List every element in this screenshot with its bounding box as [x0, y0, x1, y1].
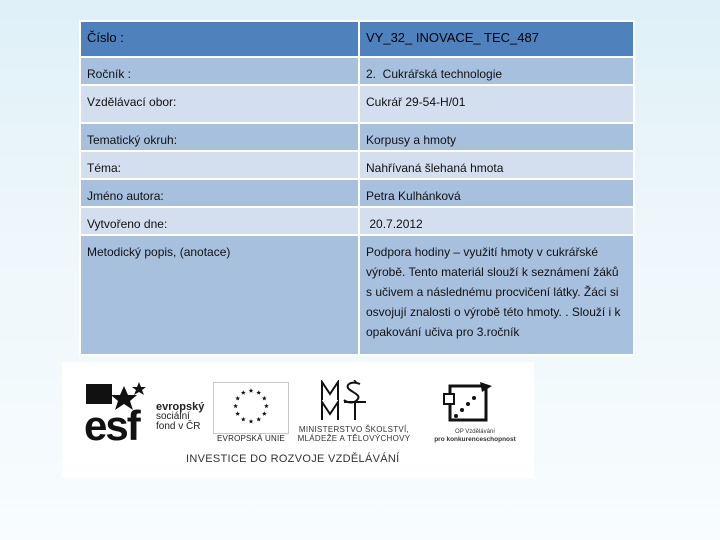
row-label: Vytvořeno dne: — [80, 207, 359, 235]
row-label: Téma: — [80, 151, 359, 179]
eu-logo — [213, 382, 289, 444]
row-value: 20.7.2012 — [359, 207, 634, 235]
eu-star-icon — [264, 404, 269, 409]
tagline: INVESTICE DO ROZVOJE VZDĚLÁVÁNÍ — [186, 453, 400, 465]
table-row — [80, 57, 634, 85]
eu-star-icon — [241, 417, 246, 422]
table-row — [80, 151, 634, 179]
eu-star-icon — [235, 396, 240, 401]
row-label: Vzdělávací obor: — [80, 85, 359, 123]
eu-star-icon — [241, 390, 246, 395]
eu-star-icon — [249, 388, 254, 393]
table-row — [80, 123, 634, 151]
row-value: 2. Cukrářská technologie — [359, 57, 634, 85]
eu-star-icon — [262, 411, 267, 416]
msmt-logo — [292, 380, 416, 448]
eu-label: EVROPSKÁ UNIE — [217, 434, 285, 443]
table-row — [80, 235, 634, 355]
row-value: Nahřívaná šlehaná hmota — [359, 151, 634, 179]
row-value: Petra Kulhánková — [359, 179, 634, 207]
table-row — [80, 207, 634, 235]
eu-star-icon — [233, 404, 238, 409]
eu-flag-icon — [213, 382, 289, 434]
msmt-text: MINISTERSTVO ŠKOLSTVÍ, MLÁDEŽE A TĚLOVÝCHOVY — [297, 425, 411, 443]
eu-star-icon — [256, 417, 261, 422]
row-value: Cukrář 29-54-H/01 — [359, 85, 634, 123]
eu-star-icon — [235, 411, 240, 416]
op-logo — [420, 380, 530, 448]
eu-star-icon — [249, 419, 254, 424]
op-text: OP Vzdělávání pro konkurenceschopnost — [434, 429, 516, 443]
row-value: VY_32_ INOVACE_ TEC_487 — [359, 21, 634, 57]
eu-star-icon — [262, 396, 267, 401]
msmt-mark-icon — [320, 380, 370, 422]
esf-mark-icon — [84, 382, 156, 444]
svg-text:esf: esf — [84, 402, 139, 444]
row-value: Podpora hodiny – využití hmoty v cukrářské výrobě. Tento materiál slouží k seznámení žáků s učivem a následnému procvičení látky. Žáci si osvojují znalosti o výrobě této hmoty. . Slouží i k opakování učiva pro 3.ročník — [359, 235, 634, 355]
row-label: Metodický popis, (anotace) — [80, 235, 359, 355]
row-label: Tematický okruh: — [80, 123, 359, 151]
logo-strip — [62, 362, 534, 478]
esf-text: evropský sociální fond v ČR — [156, 401, 205, 432]
esf-logo — [84, 382, 214, 446]
table-row — [80, 21, 634, 57]
project-info-table — [79, 20, 635, 356]
row-value: Korpusy a hmoty — [359, 123, 634, 151]
eu-star-icon — [256, 390, 261, 395]
op-mark-icon — [442, 380, 494, 426]
row-label: Ročník : — [80, 57, 359, 85]
table-row — [80, 179, 634, 207]
row-label: Jméno autora: — [80, 179, 359, 207]
table-row — [80, 85, 634, 123]
row-label: Číslo : — [80, 21, 359, 57]
